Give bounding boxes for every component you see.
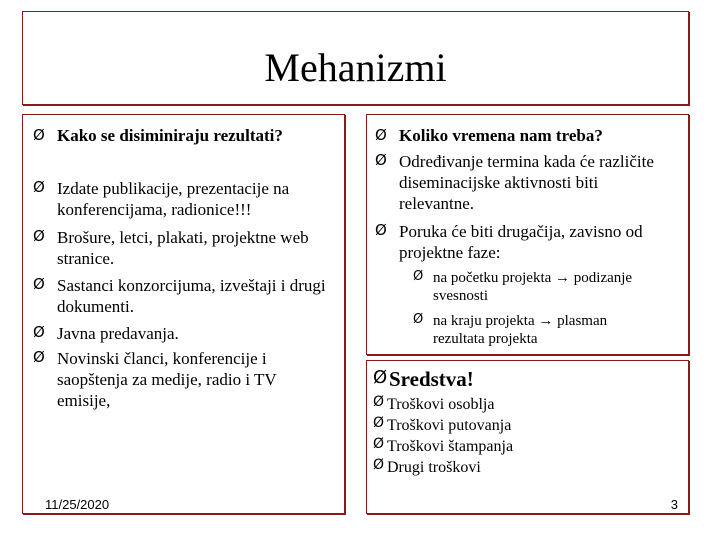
- arrow-bullet-icon: Ø: [373, 394, 385, 410]
- arrow-bullet-icon: Ø: [373, 367, 388, 388]
- title-box: [22, 11, 689, 105]
- cost-item: [373, 394, 494, 415]
- left-item-text: Izdate publikacije, prezentacije na konferencijama, radionice!!!: [57, 179, 290, 219]
- right-item-text: Poruka će biti drugačija, zavisno od projektne faze:: [399, 222, 643, 262]
- left-item: [33, 178, 333, 220]
- cost-item: [373, 436, 513, 457]
- resources-box: [366, 360, 689, 514]
- arrow-bullet-icon: Ø: [375, 126, 387, 144]
- cost-item-text: Troškovi osoblja: [387, 396, 495, 413]
- arrow-bullet-icon: Ø: [33, 348, 45, 366]
- right-item: [375, 151, 683, 214]
- resources-heading-row: [373, 367, 474, 392]
- cost-item-text: Drugi troškovi: [387, 459, 481, 476]
- footer-page-number: 3: [670, 497, 678, 512]
- arrow-bullet-icon: Ø: [375, 151, 387, 169]
- arrow-bullet-icon: Ø: [413, 269, 424, 284]
- right-question-row: [375, 126, 603, 146]
- arrow-bullet-icon: Ø: [373, 415, 385, 431]
- cost-item-text: Troškovi putovanja: [387, 417, 512, 434]
- left-item: [33, 275, 333, 317]
- left-item-text: Novinski članci, konferencije i saopštenja za medije, radio i TV emisije,: [57, 349, 277, 410]
- arrow-bullet-icon: Ø: [33, 126, 45, 144]
- timing-box: [366, 114, 689, 355]
- slide-title: Mehanizmi: [264, 45, 447, 90]
- left-item-text: Javna predavanja.: [57, 324, 179, 343]
- arrow-bullet-icon: Ø: [33, 323, 45, 341]
- arrow-bullet-icon: Ø: [373, 457, 385, 473]
- left-question: Kako se disiminiraju rezultati?: [57, 126, 283, 145]
- left-item: [33, 323, 333, 344]
- arrow-bullet-icon: Ø: [33, 227, 45, 245]
- right-question: Koliko vremena nam treba?: [399, 126, 603, 145]
- right-item: [375, 221, 683, 263]
- left-item-text: Brošure, letci, plakati, projektne web stranice.: [57, 228, 309, 268]
- cost-item-text: Troškovi štampanja: [387, 438, 514, 455]
- right-sub-item-text: na kraju projekta → plasman rezultata projekta: [433, 313, 608, 347]
- arrow-bullet-icon: Ø: [33, 178, 45, 196]
- right-sub-item-text: na početku projekta → podizanje svesnosti: [433, 270, 633, 304]
- arrow-bullet-icon: Ø: [375, 221, 387, 239]
- left-item-text: Sastanci konzorcijuma, izveštaji i drugi dokumenti.: [57, 276, 326, 316]
- cost-item: [373, 415, 511, 436]
- right-sub-item: [413, 312, 683, 348]
- right-sub-item: [413, 269, 683, 305]
- resources-heading: Sredstva!: [389, 367, 474, 391]
- footer-date: 11/25/2020: [45, 497, 110, 512]
- cost-item: [373, 457, 481, 478]
- right-item-text: Određivanje termina kada će različite diseminacijske aktivnosti biti relevantne.: [399, 152, 654, 213]
- arrow-bullet-icon: Ø: [33, 275, 45, 293]
- left-question-row: [33, 126, 283, 146]
- left-item: [33, 348, 333, 411]
- arrow-bullet-icon: Ø: [413, 312, 424, 327]
- left-item: [33, 227, 333, 269]
- arrow-bullet-icon: Ø: [373, 436, 385, 452]
- left-content-box: [22, 114, 345, 514]
